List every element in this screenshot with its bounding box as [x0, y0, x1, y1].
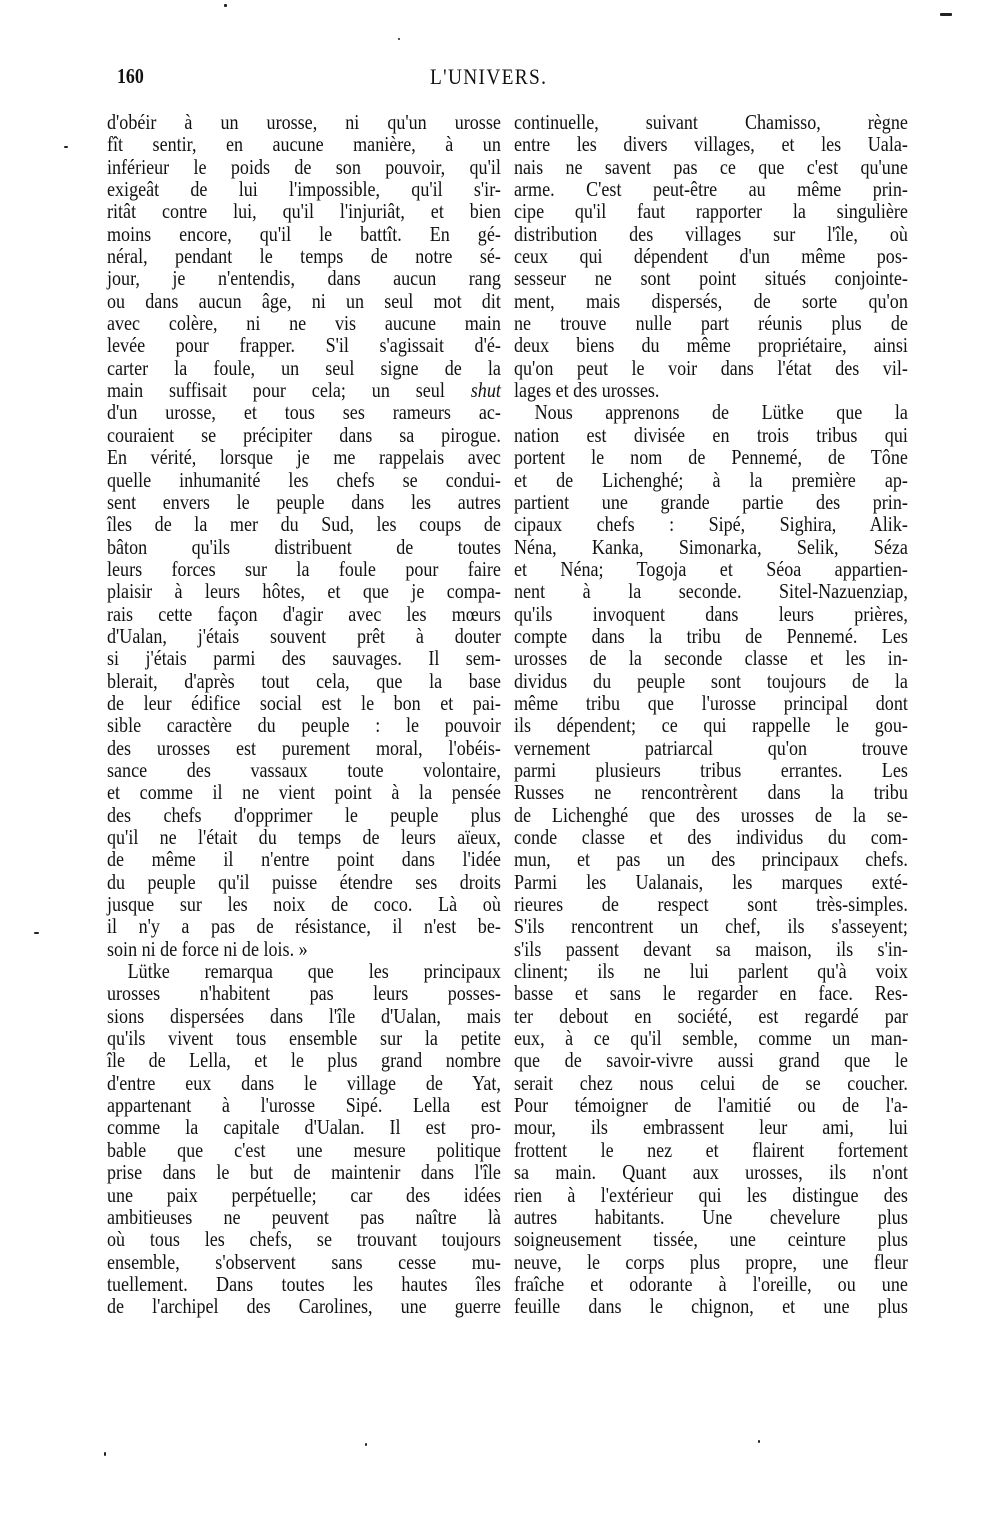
scan-speck: [940, 13, 952, 16]
text-line: sesseur ne sont point situés conjointe-: [514, 266, 908, 291]
text-line: sance des vassaux toute volontaire,: [107, 757, 501, 782]
text-line: qu'on peut le voir dans l'état des vil-: [514, 355, 908, 380]
text-line: portent le nom de Pennemé, de Tône: [514, 445, 908, 470]
text-line: qu'ils invoquent dans leurs prières,: [514, 601, 908, 626]
text-line: d'obéir à un urosse, ni qu'un urosse: [107, 110, 501, 134]
text-line: compte dans la tribu de Pennemé. Les: [514, 623, 908, 648]
text-line: et comme il ne vient point à la pensée: [107, 780, 501, 805]
text-line: et Néna; Togoja et Séoa appartien-: [514, 556, 908, 581]
text-line: rieures de respect sont très-simples.: [514, 892, 908, 917]
text-line: des urosses est purement moral, l'obéis-: [107, 735, 501, 760]
text-line: conde classe et des individus du com-: [514, 825, 908, 849]
left-column: [107, 111, 501, 1318]
text-line: eux, à ce qu'il semble, comme un man-: [514, 1026, 908, 1051]
text-line: distribution des villages sur l'île, où: [514, 221, 908, 246]
scan-speck: [64, 146, 68, 148]
text-line: blerait, d'après tout cela, que la base: [107, 668, 501, 693]
text-line: serait chez nous celui de se coucher.: [514, 1070, 908, 1095]
text-line: même tribu que l'urosse principal dont: [514, 690, 908, 715]
text-line: sions dispersées dans l'île d'Ualan, mais: [107, 1003, 501, 1028]
text-line: sa main. Quant aux urosses, ils n'ont: [514, 1160, 908, 1185]
text-line: néral, pendant le temps de notre sé-: [107, 244, 501, 269]
scan-speck: [224, 4, 227, 7]
text-fragment: main suffisait pour cela; un seul: [107, 378, 471, 403]
text-line: carter la foule, un seul signe de la: [107, 355, 501, 380]
text-line-paragraph-end: lages et des urosses.: [514, 378, 660, 403]
scan-speck: [104, 1452, 106, 1456]
text-line-paragraph-end: soin ni de force ni de lois. »: [107, 936, 308, 961]
text-line: avec colère, ni ne vis aucune main: [107, 311, 501, 336]
text-line: une paix perpétuelle; car des idées: [107, 1182, 501, 1207]
text-line: où tous les chefs, se trouvant toujours: [107, 1227, 501, 1252]
text-line: qu'ils vivent tous ensemble sur la petite: [107, 1026, 501, 1051]
text-line: feuille dans le chignon, et une plus: [514, 1294, 908, 1319]
text-line: urosses de la seconde classe et les in-: [514, 646, 908, 671]
text-line-paragraph-start: Lütke remarqua que les principaux: [127, 959, 501, 984]
text-line: ceux qui dépendent d'un même pos-: [514, 244, 908, 269]
text-line: neuve, le corps plus propre, une fleur: [514, 1249, 908, 1274]
text-line: frottent le nez et flairent fortement: [514, 1137, 908, 1162]
text-line-paragraph-start: Nous apprenons de Lütke que la: [534, 400, 908, 425]
text-line: parmi plusieurs tribus errantes. Les: [514, 757, 908, 782]
text-line: clinent; ils ne lui parlent qu'à voix: [514, 959, 908, 984]
text-line: des chefs d'opprimer le peuple plus: [107, 802, 501, 827]
text-line: rien à l'extérieur qui les distingue des: [514, 1182, 908, 1207]
text-line: cipe qu'il faut rapporter la singulière: [514, 199, 908, 224]
text-line: d'un urosse, et tous ses rameurs ac-: [107, 400, 501, 425]
text-line: île de Lella, et le plus grand nombre: [107, 1048, 501, 1073]
text-line: S'ils rencontrent un chef, ils s'asseyent;: [514, 914, 908, 939]
text-line: tuellement. Dans toutes les hautes îles: [107, 1271, 501, 1296]
text-line: ambitieuses ne peuvent pas naître là: [107, 1204, 501, 1229]
text-line: rais cette façon d'agir avec les mœurs: [107, 601, 501, 626]
text-line: d'Ualan, j'étais souvent prêt à douter: [107, 623, 501, 648]
text-line: ensemble, s'observent sans cesse mu-: [107, 1249, 501, 1274]
text-line: exigeât de lui l'impossible, qu'il s'ir-: [107, 177, 501, 202]
scan-speck: [365, 1443, 367, 1446]
text-line: Néna, Kanka, Simonarka, Selik, Séza: [514, 534, 908, 559]
text-line: jour, je n'entendis, dans aucun rang: [107, 266, 501, 291]
text-line: de même il n'entre point dans l'idée: [107, 847, 501, 872]
text-line: s'ils passent devant sa maison, ils s'in-: [514, 936, 908, 961]
text-line: îles de la mer du Sud, les coups de: [107, 512, 501, 537]
right-column: [514, 111, 908, 1318]
scan-speck: [398, 38, 400, 40]
text-line: il n'y a pas de résistance, il n'est be-: [107, 914, 501, 939]
text-line: de leur édifice social est le bon et pai-: [107, 690, 501, 715]
text-line: levée pour frapper. S'il s'agissait d'é-: [107, 333, 501, 358]
text-line: dividus du peuple sont toujours de la: [514, 668, 908, 693]
scan-speck: [758, 1440, 760, 1443]
text-line: appartenant à l'urosse Sipé. Lella est: [107, 1093, 501, 1118]
text-line: si j'étais parmi des sauvages. Il sem-: [107, 646, 501, 671]
text-line: entre les divers villages, et les Uala-: [514, 132, 908, 157]
text-line: continuelle, suivant Chamisso, règne: [514, 110, 908, 134]
text-line: qu'il ne l'était du temps de leurs aïeux,: [107, 825, 501, 849]
italic-word: shut: [470, 378, 501, 403]
text-line: sent envers le peuple dans les autres: [107, 489, 501, 514]
scan-speck: [34, 932, 39, 934]
text-line-with-italic: [107, 379, 501, 401]
text-line: nation est divisée en trois tribus qui: [514, 422, 908, 447]
page-number: 160: [117, 64, 144, 88]
text-line: leurs forces sur la foule pour faire: [107, 556, 501, 581]
text-line: bable que c'est une mesure politique: [107, 1137, 501, 1162]
text-line: ritât contre lui, qu'il l'injuriât, et bien: [107, 199, 501, 224]
text-line: Parmi les Ualanais, les marques exté-: [514, 869, 908, 894]
text-line: autres habitants. Une chevelure plus: [514, 1204, 908, 1229]
text-line: basse et sans le regarder en face. Res-: [514, 981, 908, 1006]
text-line: moins encore, qu'il le battît. En gé-: [107, 221, 501, 246]
text-line: fît sentir, en aucune manière, à un: [107, 132, 501, 157]
text-line: quelle inhumanité les chefs se condui-: [107, 467, 501, 492]
text-line: nent à la seconde. Sitel-Nazuenziap,: [514, 579, 908, 604]
text-line: jusque sur les noix de coco. Là où: [107, 892, 501, 917]
text-line: ou dans aucun âge, ni un seul mot dit: [107, 288, 501, 313]
text-line: En vérité, lorsque je me rappelais avec: [107, 445, 501, 470]
text-line: Russes ne rencontrèrent dans la tribu: [514, 780, 908, 805]
text-line: de l'archipel des Carolines, une guerre: [107, 1294, 501, 1319]
text-line: ment, mais dispersés, de sorte qu'on: [514, 288, 908, 313]
text-line: ne trouve nulle part réunis plus de: [514, 311, 908, 336]
text-line: ter debout en société, est regardé par: [514, 1003, 908, 1028]
text-line: nais ne savent pas ce que c'est qu'une: [514, 154, 908, 179]
text-line: mun, et pas un des principaux chefs.: [514, 847, 908, 872]
text-line: bâton qu'ils distribuent de toutes: [107, 534, 501, 559]
text-line: soigneusement tissée, une ceinture plus: [514, 1227, 908, 1252]
text-line: comme la capitale d'Ualan. Il est pro-: [107, 1115, 501, 1140]
text-line: plaisir à leurs hôtes, et que je compa-: [107, 579, 501, 604]
text-line: couraient se précipiter dans sa pirogue.: [107, 422, 501, 447]
text-line: arme. C'est peut-être au même prin-: [514, 177, 908, 202]
text-line: sible caractère du peuple : le pouvoir: [107, 713, 501, 738]
running-title: L'UNIVERS.: [430, 64, 548, 89]
text-line: urosses n'habitent pas leurs posses-: [107, 981, 501, 1006]
page-header: [107, 64, 910, 94]
text-line: vernement patriarcal qu'on trouve: [514, 735, 908, 760]
text-line: partient une grande partie des prin-: [514, 489, 908, 514]
text-line: du peuple qu'il puisse étendre ses droits: [107, 869, 501, 894]
text-line: que de savoir-vivre aussi grand que le: [514, 1048, 908, 1073]
text-line: Pour témoigner de l'amitié ou de l'a-: [514, 1093, 908, 1118]
text-line: mour, ils embrassent leur ami, lui: [514, 1115, 908, 1140]
text-line: deux biens du même propriétaire, ainsi: [514, 333, 908, 358]
text-line: de Lichenghé que des urosses de la se-: [514, 802, 908, 827]
text-line: ils dépendent; ce qui rappelle le gou-: [514, 713, 908, 738]
text-line: fraîche et odorante à l'oreille, ou une: [514, 1271, 908, 1296]
text-line: et de Lichenghé; à la première ap-: [514, 467, 908, 492]
text-line: inférieur le poids de son pouvoir, qu'il: [107, 154, 501, 179]
text-line: prise dans le but de maintenir dans l'île: [107, 1160, 501, 1185]
text-line: d'entre eux dans le village de Yat,: [107, 1070, 501, 1095]
text-line: cipaux chefs : Sipé, Sighira, Alik-: [514, 512, 908, 537]
